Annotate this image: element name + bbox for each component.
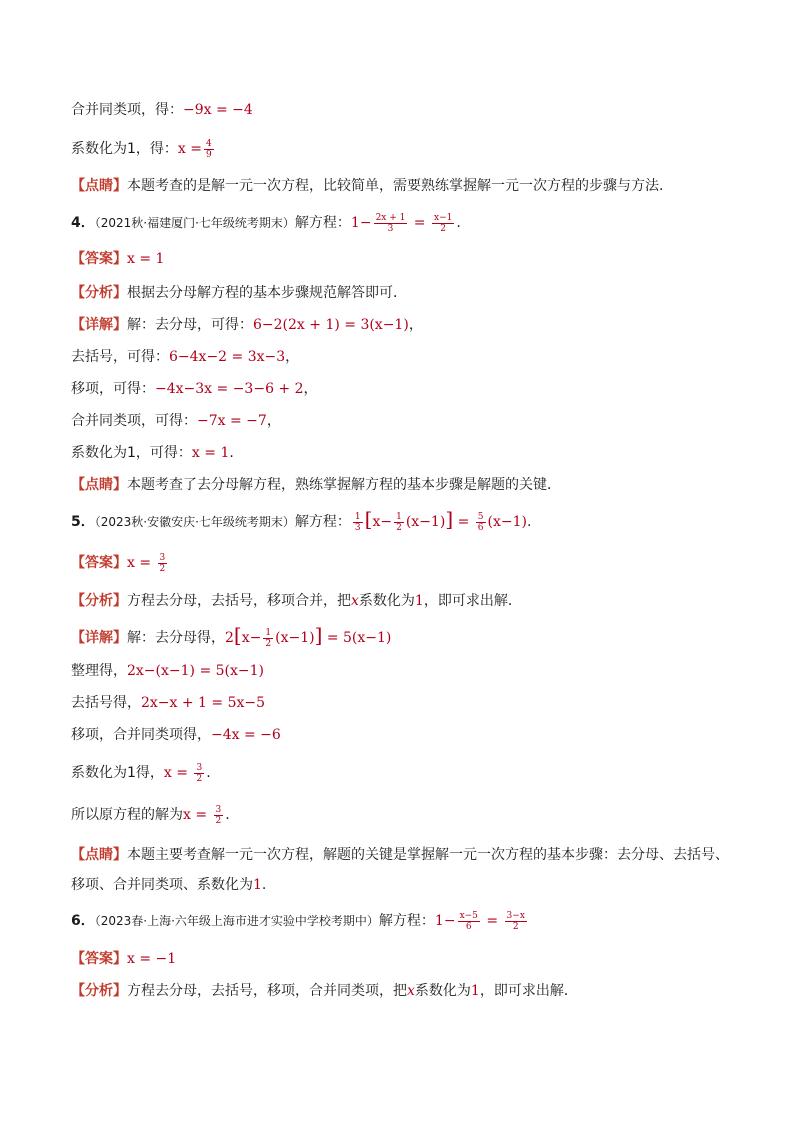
- comment-text: 本题考查了去分母解方程，熟练掌握解方程的基本步骤是解题的关键．: [127, 477, 561, 493]
- step-text: 合并同类项，可得：: [71, 413, 197, 429]
- analysis-tag: 【分析】: [71, 983, 127, 999]
- step-equation: x =: [163, 765, 193, 781]
- solution-step-combine: [71, 99, 754, 121]
- fraction: $\frac{x-1}{2}$: [434, 212, 453, 234]
- solution-step-coefficient: [71, 138, 754, 160]
- fraction: $\frac{1}{2}$: [396, 511, 402, 533]
- comment-tag: 【点睛】: [71, 847, 127, 863]
- step-equation: x =: [183, 807, 212, 823]
- fraction: $\frac{1}{2}$: [265, 627, 272, 649]
- answer-tag: 【答案】: [71, 951, 127, 967]
- answer-value: x = 1: [127, 251, 165, 267]
- comment-tag: 【点睛】: [71, 178, 127, 194]
- fraction: $\frac{5}{6}$: [477, 511, 484, 533]
- analysis-tag: 【分析】: [71, 285, 127, 301]
- detail-5-step-4: 系数化为1得，x = $\frac{3}{2}$ .: [71, 762, 211, 784]
- comment-paragraph: [71, 175, 754, 197]
- detail-5-step-1: [71, 660, 754, 682]
- answer-4: [71, 248, 754, 270]
- question-source: （2023秋·安徽安庆·七年级统考期末）: [94, 515, 295, 529]
- answer-5: [71, 552, 754, 574]
- step-text: 合并同类项，得：: [71, 102, 183, 118]
- question-prompt: 解方程：: [294, 514, 351, 530]
- answer-6: [71, 948, 754, 970]
- detail-4: 【详解】解：去分母，可得：6−2(2x + 1) = 3(x−1)，: [71, 317, 423, 333]
- step-equation: 6−2(2x + 1) = 3(x−1): [253, 317, 409, 333]
- question-number: 4．: [71, 215, 95, 231]
- step-text: 移项，可得：: [71, 381, 155, 397]
- answer-value: x = −1: [127, 951, 177, 967]
- step-equation: −4x = −6: [211, 727, 281, 743]
- step-equation: 2x−x + 1 = 5x−5: [141, 695, 266, 711]
- analysis-text: 方程去分母，去括号，移项，合并同类项，把: [127, 983, 407, 999]
- answer-tag: 【答案】: [71, 555, 127, 571]
- comment-text: 移项、合并同类项、系数化为: [71, 877, 253, 893]
- question-number: 5．: [71, 514, 95, 530]
- fraction: $\frac{3-x}{2}$: [506, 910, 525, 932]
- detail-4-step-4: 系数化为1，可得：x = 1.: [71, 445, 234, 461]
- question-source: （2021秋·福建厦门·七年级统考期末）: [94, 216, 295, 230]
- fraction: $\frac{3}{2}$: [159, 552, 166, 574]
- step-text: 整理得，: [71, 663, 127, 679]
- step-text: 去括号，可得：: [71, 349, 169, 365]
- step-text: 去括号得，: [71, 695, 141, 711]
- step-text: 系数化为1，可得：: [71, 445, 192, 461]
- comment-text: 本题主要考查解一元一次方程，解题的关键是掌握解一元一次方程的基本步骤：去分母、去括号、: [127, 847, 729, 863]
- step-text: 移项，合并同类项得，: [71, 727, 211, 743]
- fraction: $\frac{2x + 1}{3}$: [375, 212, 406, 234]
- question-source: （2023春·上海·六年级上海市进才实验中学校考期中）: [94, 914, 379, 928]
- fraction: $\frac{x-5}{6}$: [459, 910, 478, 932]
- analysis-5: 【分析】方程去分母，去括号，移项合并，把x系数化为1，即可求出解．: [71, 593, 522, 609]
- detail-tag: 【详解】: [71, 317, 127, 333]
- question-5: 5．（2023秋·安徽安庆·七年级统考期末）解方程： $\frac{1}{3}$ [x− $\frac{1}{2}$ (x−1)] = $\frac{5}{6}$ (x−1).: [71, 507, 532, 533]
- question-4: 4．（2021秋·福建厦门·七年级统考期末）解方程：1− $\frac{2x + 1}{3}$ = $\frac{x-1}{2}$ .: [71, 212, 461, 234]
- comment-5-continued: 移项、合并同类项、系数化为1.: [71, 877, 267, 893]
- step-equation: 2x−(x−1) = 5(x−1): [127, 663, 264, 679]
- analysis-text: 方程去分母，去括号，移项合并，把: [127, 593, 351, 609]
- step-equation: −7x = −7: [197, 413, 267, 429]
- detail-text: 解：去分母，可得：: [127, 317, 253, 333]
- detail-5-step-3: [71, 724, 754, 746]
- question-6: 6．（2023春·上海·六年级上海市进才实验中学校考期中）解方程：1− $\frac{x-5}{6}$ = $\frac{3-x}{2}$: [71, 910, 525, 932]
- comment-text: 本题考查的是解一元一次方程，比较简单，需要熟练掌握解一元一次方程的步骤与方法.: [127, 178, 664, 194]
- fraction: $\frac{3}{2}$: [196, 762, 203, 784]
- question-prompt: 解方程：: [378, 913, 435, 929]
- fraction: $\frac{4}{9}$: [206, 138, 212, 160]
- step-text: 系数化为1得，: [71, 765, 164, 781]
- analysis-4: [71, 282, 754, 304]
- answer-tag: 【答案】: [71, 251, 127, 267]
- step-equation: x = 1: [191, 445, 230, 461]
- detail-5-step-2: [71, 692, 754, 714]
- question-prompt: 解方程：: [294, 215, 351, 231]
- analysis-tag: 【分析】: [71, 593, 127, 609]
- step-equation: 6−4x−2 = 3x−3: [169, 349, 286, 365]
- step-equation: −9x = −4: [183, 102, 253, 118]
- detail-4-step-3: 合并同类项，可得：−7x = −7，: [71, 413, 281, 429]
- answer-value: x =: [127, 555, 156, 571]
- detail-tag: 【详解】: [71, 630, 127, 646]
- analysis-6: 【分析】方程去分母，去括号，移项，合并同类项，把x系数化为1，即可求出解．: [71, 983, 578, 999]
- step-equation: −4x−3x = −3−6 + 2: [155, 381, 304, 397]
- step-text: 系数化为1，得：: [71, 141, 178, 157]
- detail-4-step-1: 去括号，可得：6−4x−2 = 3x−3，: [71, 349, 300, 365]
- detail-4-step-2: 移项，可得：−4x−3x = −3−6 + 2，: [71, 381, 318, 397]
- step-text: 所以原方程的解为: [71, 807, 183, 823]
- step-equation: x =: [177, 141, 202, 157]
- comment-tag: 【点睛】: [71, 477, 127, 493]
- detail-5-step-5: 所以原方程的解为x = $\frac{3}{2}$ .: [71, 804, 230, 826]
- fraction: $\frac{3}{2}$: [215, 804, 222, 826]
- analysis-text: 根据去分母解方程的基本步骤规范解答即可．: [127, 285, 407, 301]
- detail-5: 【详解】解：去分母得，2[x− $\frac{1}{2}$ (x−1)] = 5(x−1): [71, 623, 392, 649]
- detail-text: 解：去分母得，: [127, 630, 225, 646]
- comment-5: [71, 844, 754, 866]
- fraction: $\frac{1}{3}$: [354, 511, 361, 533]
- question-number: 6．: [71, 913, 95, 929]
- comment-4: [71, 474, 754, 496]
